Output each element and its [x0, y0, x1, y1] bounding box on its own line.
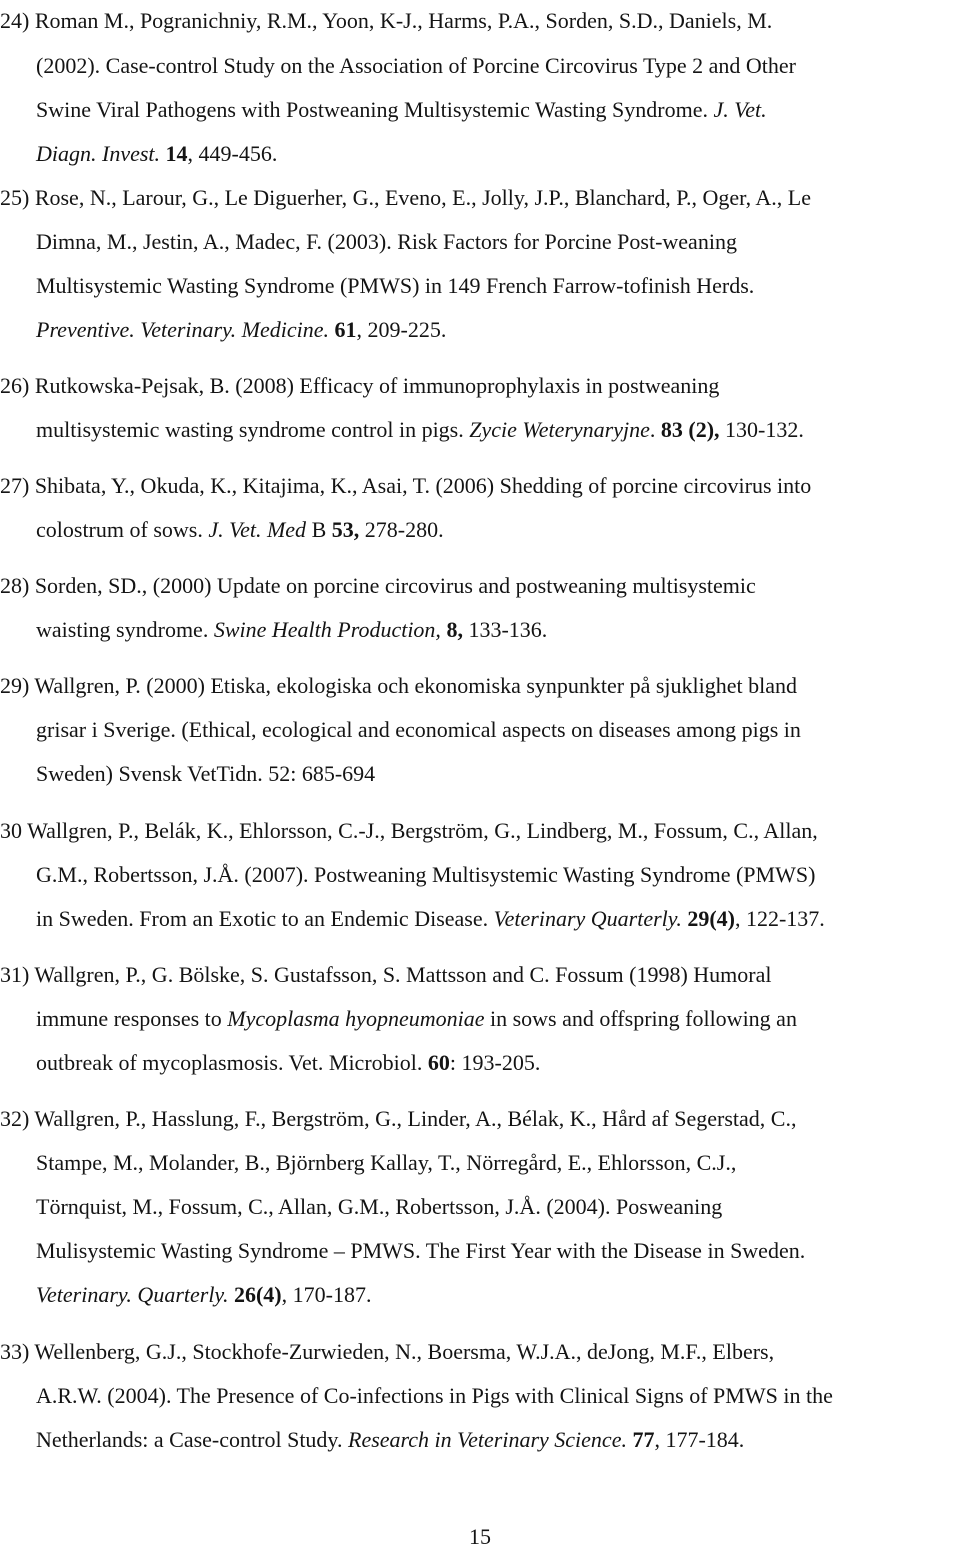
text-run: in sows and offspring following an — [484, 1006, 797, 1031]
reference-line — [36, 515, 444, 545]
text-run: G.M., Robertsson, J.Å. (2007). Postweaning Multisystemic Wasting Syndrome (PMWS) — [36, 862, 816, 887]
italic-text: Preventive. Veterinary. Medicine. — [36, 317, 330, 342]
text-run: 28) Sorden, SD., (2000) Update on porcine circovirus and postweaning multisystemic — [0, 573, 756, 598]
text-run: 26) Rutkowska-Pejsak, B. (2008) Efficacy of immunoprophylaxis in postweaning — [0, 373, 720, 398]
text-run: Dimna, M., Jestin, A., Madec, F. (2003). Risk Factors for Porcine Post-weaning — [36, 229, 737, 254]
bold-text: 14 — [165, 141, 188, 166]
text-run: 278-280. — [359, 517, 444, 542]
text-run: , 209-225. — [356, 317, 447, 342]
reference-line — [36, 1236, 805, 1266]
text-run: A.R.W. (2004). The Presence of Co-infections in Pigs with Clinical Signs of PMWS in the — [36, 1383, 833, 1408]
text-run: Sweden) Svensk VetTidn. 52: 685-694 — [36, 761, 376, 786]
reference-line — [36, 759, 375, 789]
text-run: . — [649, 417, 661, 442]
reference-line — [36, 271, 754, 301]
italic-text: Swine Health Production, — [213, 617, 441, 642]
reference-line — [36, 904, 825, 934]
text-run: Multisystemic Wasting Syndrome (PMWS) in 149 French Farrow-tofinish Herds. — [36, 273, 755, 298]
text-run: 32) Wallgren, P., Hasslung, F., Bergström, G., Linder, A., Bélak, K., Hård af Segerstad, C., — [0, 1106, 797, 1131]
reference-line — [0, 6, 772, 36]
reference-line — [36, 1381, 833, 1411]
bold-text: 26(4) — [233, 1282, 282, 1307]
reference-line — [0, 671, 797, 701]
italic-text: Diagn. Invest. — [36, 141, 161, 166]
reference-line — [36, 715, 801, 745]
italic-text: J. Vet. Med — [208, 517, 307, 542]
text-run: waisting syndrome. — [36, 617, 214, 642]
italic-text: Veterinary Quarterly. — [493, 906, 682, 931]
text-run: , 177-184. — [654, 1427, 745, 1452]
bold-text: 77 — [632, 1427, 655, 1452]
reference-line — [36, 1148, 736, 1178]
text-run: Törnquist, M., Fossum, C., Allan, G.M., Robertsson, J.Å. (2004). Posweaning — [36, 1194, 723, 1219]
reference-line — [0, 471, 811, 501]
text-run: multisystemic wasting syndrome control in pigs. — [36, 417, 470, 442]
text-run: 133-136. — [462, 617, 548, 642]
text-run: Netherlands: a Case-control Study. — [36, 1427, 348, 1452]
reference-line — [36, 1192, 722, 1222]
reference-line — [36, 415, 804, 445]
text-run: 130-132. — [719, 417, 804, 442]
italic-text: Mycoplasma hyopneumoniae — [227, 1006, 485, 1031]
bold-text: 60 — [427, 1050, 450, 1075]
text-run: Mulisystemic Wasting Syndrome – PMWS. The First Year with the Disease in Sweden. — [36, 1238, 806, 1263]
text-run: 30 Wallgren, P., Belák, K., Ehlorsson, C.-J., Bergström, G., Lindberg, M., Fossum, C., Allan, — [0, 818, 818, 843]
italic-text: Zycie Weterynaryjne — [469, 417, 650, 442]
text-run: colostrum of sows. — [36, 517, 209, 542]
text-run: 24) Roman M., Pogranichniy, R.M., Yoon, K-J., Harms, P.A., Sorden, S.D., Daniels, M. — [0, 8, 773, 33]
text-run: , 122-137. — [734, 906, 825, 931]
text-run: grisar i Sverige. (Ethical, ecological and economical aspects on diseases among pigs in — [36, 717, 801, 742]
text-run: outbreak of mycoplasmosis. Vet. Microbiol. — [36, 1050, 428, 1075]
reference-line — [0, 816, 818, 846]
text-run: B — [306, 517, 332, 542]
reference-line — [0, 960, 772, 990]
italic-text: Veterinary. Quarterly. — [36, 1282, 229, 1307]
text-run: 25) Rose, N., Larour, G., Le Diguerher, G., Eveno, E., Jolly, J.P., Blanchard, P., Oger, A., Le — [0, 185, 812, 210]
text-run: , 170-187. — [281, 1282, 372, 1307]
text-run: Stampe, M., Molander, B., Björnberg Kallay, T., Nörregård, E., Ehlorsson, C.J., — [36, 1150, 737, 1175]
reference-line — [36, 1280, 371, 1310]
text-run: (2002). Case-control Study on the Association of Porcine Circovirus Type 2 and Other — [36, 53, 796, 78]
italic-text: Research in Veterinary Science. — [348, 1427, 627, 1452]
reference-line — [0, 183, 811, 213]
text-run: 33) Wellenberg, G.J., Stockhofe-Zurwieden, N., Boersma, W.J.A., deJong, M.F., Elbers, — [0, 1339, 775, 1364]
text-run: : 193-205. — [449, 1050, 541, 1075]
reference-line — [36, 51, 796, 81]
text-run: 31) Wallgren, P., G. Bölske, S. Gustafsson, S. Mattsson and C. Fossum (1998) Humoral — [0, 962, 772, 987]
reference-line — [36, 1425, 744, 1455]
italic-text: J. Vet. — [713, 97, 767, 122]
reference-line — [36, 615, 547, 645]
reference-line — [36, 139, 277, 169]
reference-line — [36, 95, 767, 125]
page-number: 15 — [469, 1524, 491, 1549]
reference-line — [0, 1104, 796, 1134]
text-run: Swine Viral Pathogens with Postweaning Multisystemic Wasting Syndrome. — [36, 97, 714, 122]
reference-line — [0, 371, 719, 401]
text-run: 29) Wallgren, P. (2000) Etiska, ekologiska och ekonomiska synpunkter på sjuklighet bland — [0, 673, 798, 698]
reference-line — [36, 1004, 797, 1034]
text-run: 27) Shibata, Y., Okuda, K., Kitajima, K., Asai, T. (2006) Shedding of porcine circovirus into — [0, 473, 812, 498]
text-run: , 449-456. — [187, 141, 278, 166]
bold-text: 61 — [334, 317, 357, 342]
text-run: in Sweden. From an Exotic to an Endemic Disease. — [36, 906, 494, 931]
reference-line — [0, 571, 756, 601]
text-run: immune responses to — [36, 1006, 228, 1031]
reference-line — [0, 1337, 774, 1367]
reference-line — [36, 315, 446, 345]
reference-line — [36, 1048, 540, 1078]
bold-text: 53, — [331, 517, 360, 542]
reference-line — [36, 860, 815, 890]
bold-text: 29(4) — [687, 906, 735, 931]
bold-text: 83 (2), — [660, 417, 720, 442]
bold-text: 8, — [446, 617, 463, 642]
reference-line — [36, 227, 737, 257]
